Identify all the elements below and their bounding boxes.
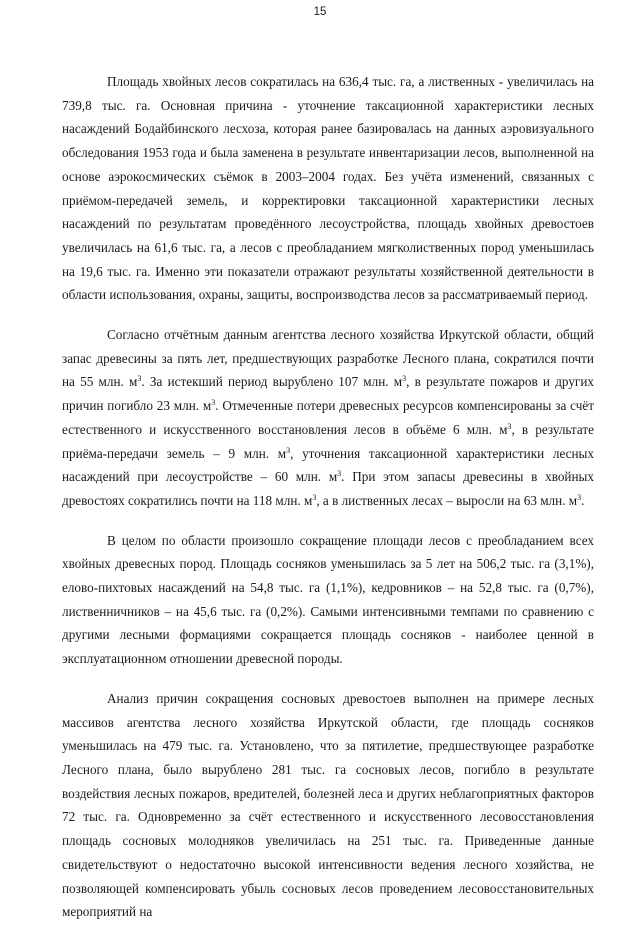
superscript: 3	[286, 445, 291, 455]
paragraph-2-text: .	[581, 492, 585, 508]
paragraph-3: В целом по области произошло сокращение площади лесов с преобладанием всех хвойных древесных пород. Площадь сосняков уменьшилась за 5 лет на 506,2 тыс. га (3,1%), елово-пихтовых насаждений на 54,8 тыс. га (1,1%), кедровников – на 52,8 тыс. га (0,7%), лиственничников – на 45,6 тыс. га (0,2%). Самыми интенсивными темпами по сравнению с другими лесными формациями сокращается площадь сосняков - наиболее ценной в эксплуатационном отношении древесной породы.	[62, 532, 594, 667]
paragraph-2-text: , а в лиственных лесах – выросли на 63 млн. м	[316, 492, 578, 508]
superscript: 3	[507, 421, 512, 431]
page-number: 15	[313, 6, 327, 18]
paragraph-2-text: . За истекший период вырублено 107 млн. м	[141, 374, 403, 390]
paragraph-2-text: , уточнения таксационной характеристики лесных насаждений при лесоустройстве – 60 млн. м	[62, 445, 594, 485]
paragraph-2-text: . При этом запасы древесины в хвойных древостоях сократились почти на 118 млн. м	[62, 469, 595, 508]
superscript: 3	[577, 492, 582, 502]
paragraph-2-text: , в результате пожаров и других причин погибло 23 млн. м	[62, 374, 594, 414]
superscript: 3	[312, 492, 317, 502]
superscript: 3	[337, 469, 342, 479]
paragraph-1: Площадь хвойных лесов сократилась на 636,4 тыс. га, а лиственных - увеличилась на 739,8 тыс. га. Основная причина - уточнение таксационной характеристики лесных насаждений Бодайбинского лесхоза, которая ранее базировалась на данных аэровизуального обследования 1953 года и была заменена в результате инвентаризации лесов, выполненной на основе аэрокосмических съёмок в 2003–2004 годах. Без учёта изменений, связанных с приёмом-передачей земель, и корректировки таксационной характеристики лесных насаждений по результатам проведённого лесоустройства, площадь хвойных древостоев увеличилась на 61,6 тыс. га, а лесов с преобладанием мягколиственных пород уменьшилась на 19,6 тыс. га. Именно эти показатели отражают результаты хозяйственной деятельности в области использования, охраны, защиты, воспроизводства лесов за рассматриваемый период.	[62, 74, 594, 303]
superscript: 3	[137, 374, 142, 384]
paragraph-2	[62, 323, 594, 513]
superscript: 3	[211, 398, 216, 408]
paragraph-4: Анализ причин сокращения сосновых древостоев выполнен на примере лесных массивов агентства лесного хозяйства Иркутской области, где площадь сосняков уменьшилась на 479 тыс. га. Установлено, что за пятилетие, предшествующее разработке Лесного плана, было вырублено 281 тыс. га сосновых лесов, погибло в результате воздействия лесных пожаров, вредителей, болезней леса и других неблагоприятных факторов 72 тыс. га. Одновременно за счёт естественного и искусственного лесовосстановления площадь сосновых молодняков увеличилась на 251 тыс. га. Приведенные данные свидетельствуют о недостаточно высокой интенсивности ведения лесного хозяйства, не позволяющей компенсировать убыль сосновых лесов проведением лесовосстановительных мероприятий на	[62, 690, 594, 920]
superscript: 3	[402, 374, 407, 384]
page-body	[62, 70, 594, 940]
paragraph-2-text: , в результате приёма-передачи земель – 9 млн. м	[62, 421, 594, 461]
paragraph-2-text: Согласно отчётным данным агентства лесного хозяйства Иркутской области, общий запас древесины за пять лет, предшествующих разработке Лесного плана, сократился почти на 55 млн. м	[62, 327, 594, 390]
paragraph-2-text: . Отмеченные потери древесных ресурсов компенсированы за счёт естественного и искусственного восстановления лесов в объёме 6 млн. м	[62, 398, 594, 437]
